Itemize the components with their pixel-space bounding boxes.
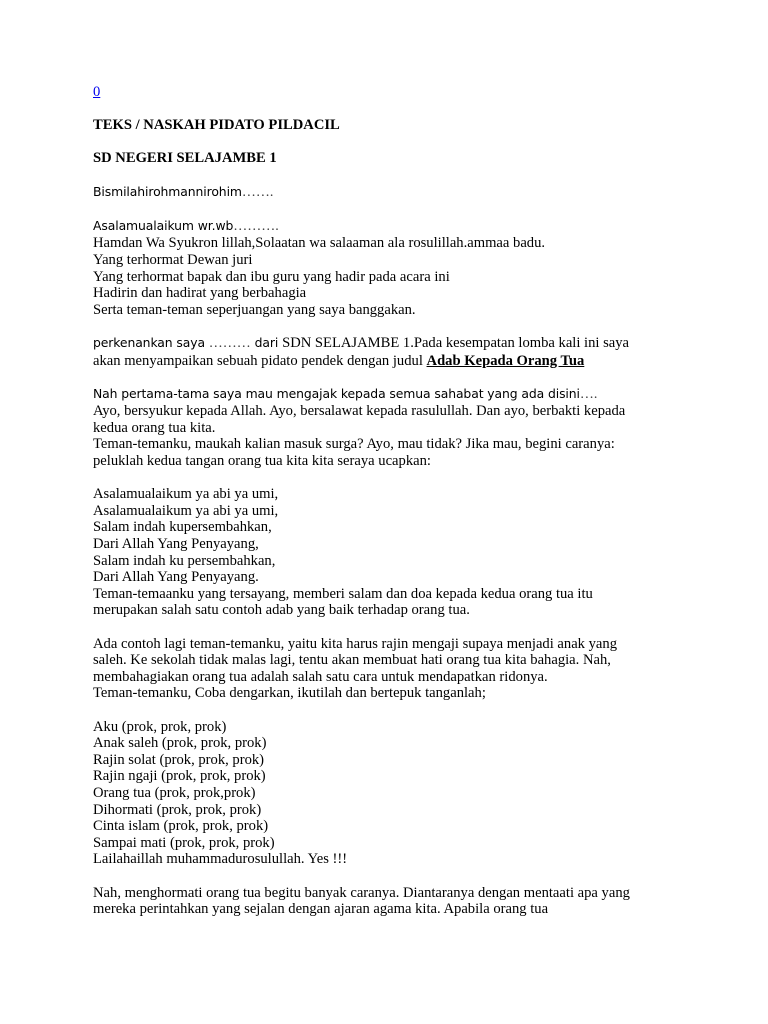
document-page [93, 84, 713, 918]
song-line: Salam indah kupersembahkan, [93, 519, 272, 536]
salam-line [93, 218, 713, 236]
intro-dots: ……… [208, 335, 251, 351]
song-line: Teman-temaanku yang tersayang, memberi salam dan doa kepada kedua orang tua itu [93, 585, 593, 602]
chant-line: Orang tua (prok, prok,prok) [93, 784, 256, 801]
intro-a: perkenankan saya [93, 334, 209, 350]
paragraph-line: Nah, menghormati orang tua begitu banyak caranya. Diantaranya dengan mentaati apa yang [93, 884, 630, 901]
chant-line: Aku (prok, prok, prok) [93, 718, 227, 735]
intro-line2-text: akan menyampaikan sebuah pidato pendek dengan judul [93, 352, 427, 369]
intro-c: SDN SELAJAMBE 1.Pada kesempatan lomba kali ini saya [282, 334, 630, 351]
speech-title: Adab Kepada Orang Tua [426, 352, 585, 369]
paragraph-line: Teman-temanku, maukah kalian masuk surga? Ayo, mau tidak? Jika mau, begini caranya: [93, 436, 615, 453]
bismillah-line [93, 184, 713, 202]
nah-text: Nah pertama-tama saya mau mengajak kepada semua sahabat yang ada disini [93, 385, 580, 401]
paragraph-line: saleh. Ke sekolah tidak malas lagi, tentu akan membuat hati orang tua kita bahagia. Nah, [93, 652, 611, 669]
chant-line: Cinta islam (prok, prok, prok) [93, 818, 269, 835]
song-line: Asalamualaikum ya abi ya umi, [93, 486, 279, 503]
chant-line: Anak saleh (prok, prok, prok) [93, 735, 267, 752]
opening-line: Serta teman-teman seperjuangan yang saya banggakan. [93, 301, 416, 318]
chant-line: Sampai mati (prok, prok, prok) [93, 834, 275, 851]
paragraph-line: Teman-temanku, Coba dengarkan, ikutilah dan bertepuk tanganlah; [93, 685, 486, 702]
paragraph-line: Ayo, bersyukur kepada Allah. Ayo, bersalawat kepada rasulullah. Dan ayo, berbakti kepada [93, 403, 626, 420]
opening-line: Yang terhormat bapak dan ibu guru yang hadir pada acara ini [93, 268, 450, 285]
nah-line [93, 386, 713, 404]
bismillah-text: Bismilahirohmannirohim [93, 183, 242, 199]
song-line: Dari Allah Yang Penyayang, [93, 536, 259, 553]
school-name: SD NEGERI SELAJAMBE 1 [93, 150, 277, 167]
chant-line: Rajin solat (prok, prok, prok) [93, 751, 265, 768]
opening-line: Yang terhormat Dewan juri [93, 251, 253, 268]
song-line: Dari Allah Yang Penyayang. [93, 569, 259, 586]
chant-line: Lailahaillah muhammadurosulullah. Yes !!! [93, 851, 348, 868]
chant-line: Dihormati (prok, prok, prok) [93, 801, 262, 818]
nah-dots: …. [579, 386, 598, 402]
paragraph-line: peluklah kedua tangan orang tua kita kita seraya ucapkan: [93, 453, 431, 470]
intro-line-2 [93, 353, 713, 370]
paragraph-line: membahagiakan orang tua adalah salah satu cara untuk mendapatkan ridonya. [93, 668, 548, 685]
bismillah-dots: ……. [241, 184, 274, 200]
paragraph-line: mereka perintahkan yang sejalan dengan ajaran agama kita. Apabila orang tua [93, 901, 549, 918]
intro-line-1 [93, 335, 713, 353]
opening-line: Hamdan Wa Syukron lillah,Solaatan wa salaaman ala rosulillah.ammaa badu. [93, 235, 546, 252]
opening-line: Hadirin dan hadirat yang berbahagia [93, 285, 307, 302]
paragraph-line: Ada contoh lagi teman-temanku, yaitu kita harus rajin mengaji supaya menjadi anak yang [93, 635, 617, 652]
chant-line: Rajin ngaji (prok, prok, prok) [93, 768, 266, 785]
document-title: TEKS / NASKAH PIDATO PILDACIL [93, 117, 340, 134]
salam-dots: ………. [233, 218, 279, 234]
salam-text: Asalamualaikum wr.wb [93, 217, 234, 233]
song-line: Asalamualaikum ya abi ya umi, [93, 502, 279, 519]
song-line: Salam indah ku persembahkan, [93, 552, 276, 569]
intro-b: dari [250, 334, 283, 350]
link-zero[interactable]: 0 [93, 84, 101, 100]
paragraph-line: kedua orang tua kita. [93, 419, 216, 436]
song-line: merupakan salah satu contoh adab yang baik terhadap orang tua. [93, 602, 470, 619]
